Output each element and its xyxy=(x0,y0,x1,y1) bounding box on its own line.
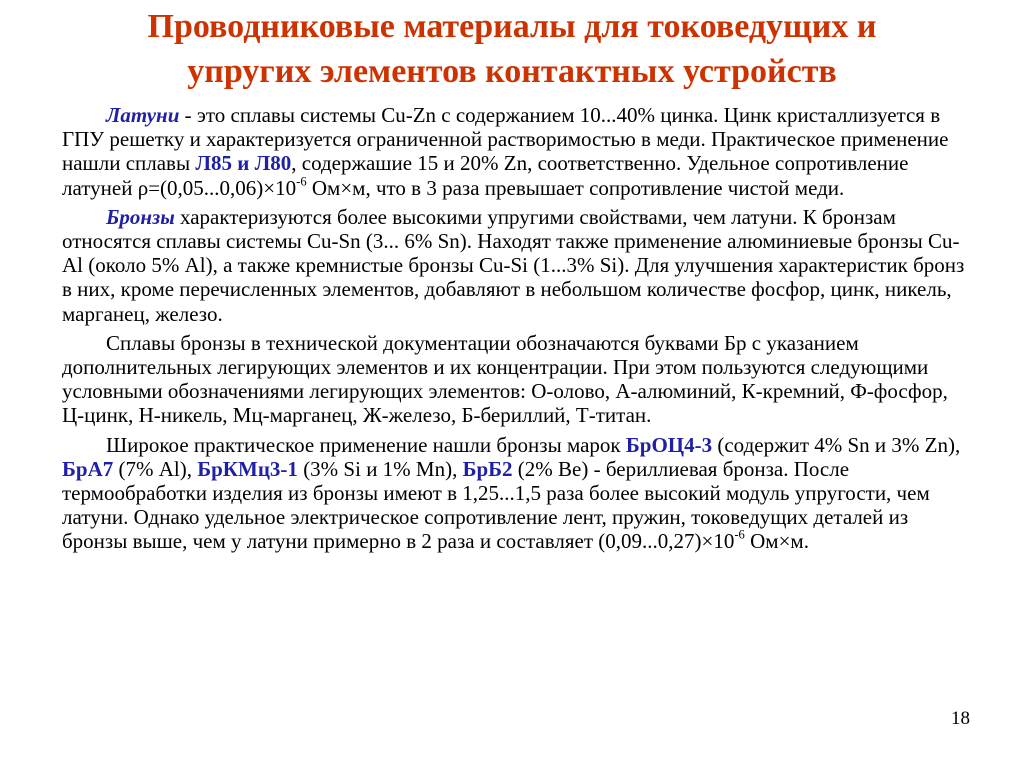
grades-text-4: (3% Si и 1% Mn), xyxy=(297,456,463,481)
grade-broc4-3: БрОЦ4-3 xyxy=(625,432,713,457)
bronze-text: характеризуются более высокими упругими свойствами, чем латуни. К бронзам относятся сплавы системы Cu-Sn (3... 6% Sn). Находят также применение алюминиевые бронзы Cu-Al (около 5% Al), а также кремнистые бронзы Cu-Si (1...3% Si). Для улучшения характеристик бронз в них, кроме перечисленных элементов, добавляют в небольшом количестве фосфор, цинк, никель, марганец, железо. xyxy=(62,204,965,326)
slide-body xyxy=(62,103,972,559)
brass-text-1: - это сплавы системы Cu-Zn с содержанием 10...40% цинка. Цинк кристаллизуется в ГПУ решетку и характеризуется ограниченной растворимостью в меди. Практическое применение нашли сплавы xyxy=(62,103,949,176)
brass-text-2: , содержашие 15 и 20% Zn, соответственно. Удельное сопротивление латуней xyxy=(62,151,909,200)
grades-text-6: Ом×м. xyxy=(744,529,809,554)
bronze-formula-exponent: -6 xyxy=(734,528,745,543)
grades-text-2: (содержит 4% Sn и 3% Zn), xyxy=(712,432,961,457)
grade-brb2: БрБ2 xyxy=(462,456,513,481)
title-line-1: Проводниковые материалы для токоведущих и xyxy=(147,8,877,45)
brass-alloys: Л85 и Л80 xyxy=(195,151,292,176)
paragraph-brass xyxy=(62,103,972,200)
brass-text-3: Ом×м, что в 3 раза превышает сопротивление чистой меди. xyxy=(306,175,845,200)
brass-formula-exponent: -6 xyxy=(296,174,307,189)
term-bronze: Бронзы xyxy=(106,204,175,229)
paragraph-bronze xyxy=(62,205,972,326)
paragraph-designations xyxy=(62,331,972,428)
grade-bra7: БрА7 xyxy=(62,456,114,481)
brass-formula-base: ρ=(0,05...0,06)×10 xyxy=(137,175,297,200)
grades-text-1: Широкое практическое применение нашли бронзы марок xyxy=(106,432,626,457)
grade-brkmc3-1: БрКМц3-1 xyxy=(197,456,298,481)
designations-text: Сплавы бронзы в технической документации обозначаются буквами Бр с указанием дополнительных легирующих элементов и их концентрации. При этом пользуются следующими условными обозначениями легирующих элементов: О-олово, А-алюминий, К-кремний, Ф-фосфор, Ц-цинк, Н-никель, Мц-марганец, Ж-железо, Б-бериллий, Т-титан. xyxy=(62,330,948,428)
paragraph-bronze-grades xyxy=(62,433,972,554)
page-number: 18 xyxy=(951,708,970,729)
title-line-2: упругих элементов контактных устройств xyxy=(187,53,837,90)
bronze-formula-base: (0,09...0,27)×10 xyxy=(598,529,735,554)
term-brass: Латуни xyxy=(106,103,180,127)
slide-title xyxy=(40,4,984,94)
grades-text-5: (2% Be) - бериллиевая бронза. После термообработки изделия из бронзы имеют в 1,25...1,5 раза более высокий модуль упругости, чем латуни. Однако удельное электрическое сопротивление лент, пружин, токоведущих деталей из бронзы выше, чем у латуни примерно в 2 раза и составляет xyxy=(62,456,930,554)
bronze-resistivity-formula xyxy=(598,529,745,553)
grades-text-3: (7% Al), xyxy=(113,456,198,481)
brass-resistivity-formula xyxy=(138,176,307,200)
